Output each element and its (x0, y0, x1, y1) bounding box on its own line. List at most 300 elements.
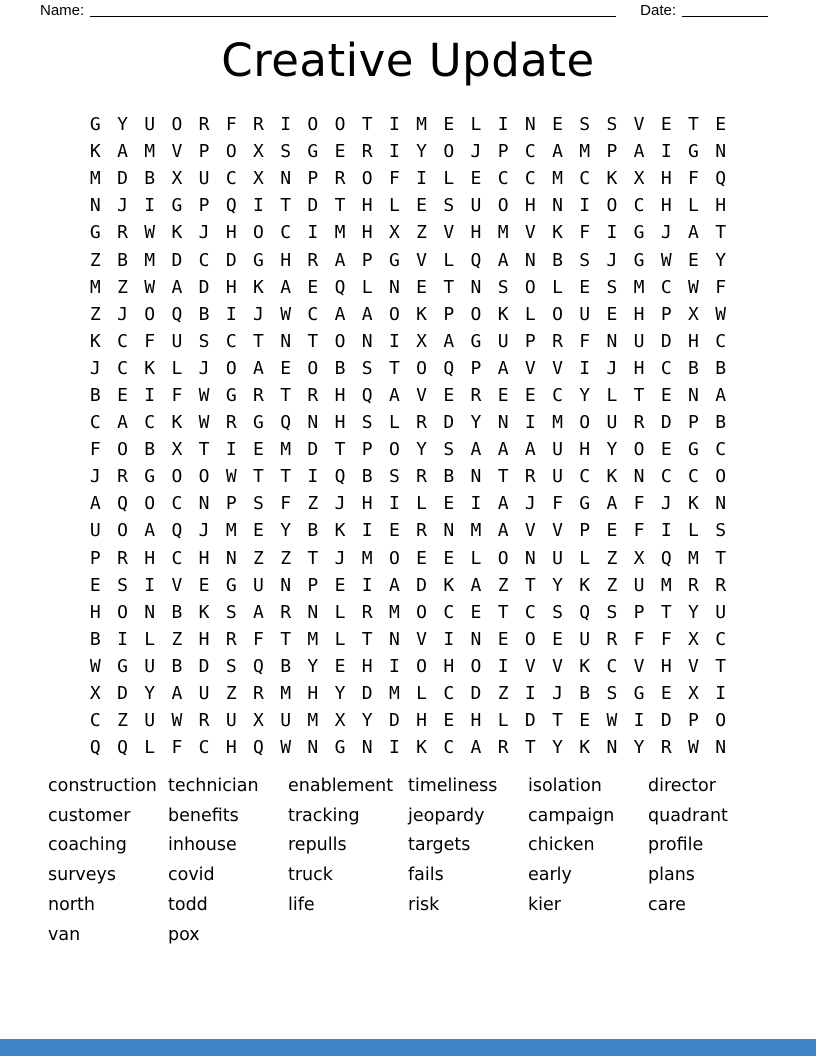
word-item: plans (648, 865, 695, 886)
grid-letter: C (660, 466, 672, 488)
grid-letter: J (606, 357, 618, 379)
grid-letter: P (89, 547, 101, 569)
grid-letter: F (388, 168, 400, 190)
grid-letter: G (633, 683, 645, 705)
grid-letter: X (688, 303, 699, 325)
grid-letter: O (416, 601, 428, 623)
grid-letter: T (280, 628, 292, 650)
grid-letter: O (334, 330, 346, 352)
grid-letter: O (524, 276, 536, 298)
grid-letter: M (388, 601, 400, 623)
grid-letter: V (443, 222, 455, 244)
grid-letter: L (171, 357, 183, 379)
grid-letter: H (198, 547, 210, 569)
grid-letter: E (443, 547, 455, 569)
grid-letter: G (633, 222, 645, 244)
grid-letter: C (524, 601, 536, 623)
grid-letter: A (117, 141, 128, 163)
date-blank-line (682, 2, 768, 17)
grid-letter: K (606, 466, 618, 488)
grid-letter: H (334, 384, 346, 406)
grid-letter: N (524, 547, 536, 569)
grid-letter: U (715, 601, 727, 623)
grid-letter: J (524, 493, 536, 515)
word-item: campaign (528, 805, 615, 826)
grid-letter: Z (307, 493, 319, 515)
grid-letter: N (280, 574, 292, 596)
grid-letter: K (552, 222, 563, 244)
grid-letter: A (715, 384, 727, 406)
grid-letter: N (715, 141, 727, 163)
grid-letter: A (470, 737, 482, 759)
grid-letter: I (307, 466, 319, 488)
grid-letter: R (524, 466, 536, 488)
grid-letter: I (144, 384, 156, 406)
grid-letter: R (361, 601, 373, 623)
grid-letter: U (579, 303, 591, 325)
word-item: coaching (48, 835, 127, 856)
grid-letter: E (715, 114, 727, 136)
grid-letter: J (117, 303, 128, 325)
grid-letter: D (307, 195, 319, 217)
grid-letter: R (334, 168, 346, 190)
grid-letter: S (579, 249, 591, 271)
grid-letter: I (497, 655, 509, 677)
grid-letter: N (715, 737, 727, 759)
grid-letter: E (497, 628, 509, 650)
grid-letter: W (715, 303, 727, 325)
grid-letter: W (171, 710, 183, 732)
grid-letter: M (416, 114, 428, 136)
grid-letter: R (497, 737, 509, 759)
grid-letter: C (660, 276, 672, 298)
grid-letter: K (416, 303, 428, 325)
grid-letter: X (171, 168, 183, 190)
grid-letter: C (225, 168, 237, 190)
grid-letter: I (497, 114, 509, 136)
grid-letter: A (443, 330, 455, 352)
grid-letter: N (307, 412, 319, 434)
grid-letter: S (361, 412, 373, 434)
grid-letter: R (225, 412, 237, 434)
grid-letter: C (198, 737, 210, 759)
grid-letter: W (144, 222, 156, 244)
grid-letter: D (470, 683, 482, 705)
grid-letter: Z (606, 547, 618, 569)
grid-letter: U (552, 547, 563, 569)
grid-letter: D (225, 249, 237, 271)
grid-letter: O (117, 601, 128, 623)
grid-letter: Y (688, 601, 699, 623)
grid-letter: K (144, 357, 156, 379)
grid-letter: R (307, 249, 319, 271)
grid-letter: J (660, 493, 672, 515)
grid-letter: U (253, 574, 264, 596)
grid-letter: T (443, 276, 455, 298)
grid-letter: E (416, 547, 428, 569)
grid-letter: H (307, 683, 319, 705)
grid-letter: O (198, 466, 210, 488)
grid-letter: Z (89, 303, 101, 325)
grid-letter: N (307, 601, 319, 623)
grid-letter: A (497, 357, 509, 379)
grid-letter: O (524, 628, 536, 650)
grid-letter: Q (715, 168, 727, 190)
grid-letter: T (715, 655, 727, 677)
grid-letter: W (606, 710, 618, 732)
grid-letter: P (688, 412, 699, 434)
grid-letter: I (144, 195, 156, 217)
grid-letter: A (497, 520, 509, 542)
grid-letter: M (280, 439, 292, 461)
grid-letter: T (198, 439, 210, 461)
grid-letter: U (144, 710, 156, 732)
grid-letter: J (198, 222, 210, 244)
grid-letter: S (253, 493, 264, 515)
grid-letter: V (552, 357, 563, 379)
grid-letter: T (361, 628, 373, 650)
grid-letter: N (688, 384, 699, 406)
grid-letter: H (633, 357, 645, 379)
grid-letter: C (715, 330, 727, 352)
grid-letter: A (171, 683, 183, 705)
grid-letter: T (497, 466, 509, 488)
grid-letter: F (633, 520, 645, 542)
grid-letter: E (552, 114, 563, 136)
grid-letter: A (144, 520, 156, 542)
grid-letter: W (660, 249, 672, 271)
grid-letter: A (388, 384, 400, 406)
grid-letter: X (688, 683, 699, 705)
grid-letter: L (470, 114, 482, 136)
grid-letter: J (334, 493, 346, 515)
grid-letter: X (633, 547, 645, 569)
word-item: risk (408, 894, 440, 915)
grid-letter: C (443, 683, 455, 705)
grid-letter: J (253, 303, 264, 325)
grid-letter: I (117, 628, 128, 650)
word-item: construction (48, 776, 157, 796)
grid-letter: T (633, 384, 645, 406)
grid-letter: O (144, 303, 156, 325)
word-item: chicken (528, 835, 595, 856)
grid-letter: L (416, 683, 428, 705)
footer-bar (0, 1039, 816, 1056)
grid-letter: K (89, 141, 101, 163)
grid-letter: I (715, 683, 727, 705)
grid-letter: S (280, 141, 292, 163)
grid-letter: L (388, 195, 400, 217)
grid-letter: Q (171, 303, 183, 325)
date-label: Date: (640, 2, 676, 19)
grid-letter: D (443, 412, 455, 434)
grid-letter: G (144, 466, 156, 488)
grid-letter: M (307, 628, 319, 650)
grid-letter: F (633, 493, 645, 515)
grid-letter: K (443, 574, 455, 596)
name-label: Name: (40, 2, 85, 19)
grid-letter: L (579, 547, 591, 569)
grid-letter: V (552, 520, 563, 542)
grid-letter: L (144, 737, 156, 759)
grid-letter: C (443, 601, 455, 623)
grid-letter: D (660, 412, 672, 434)
grid-letter: Z (225, 683, 237, 705)
grid-letter: K (579, 737, 591, 759)
grid-letter: T (280, 466, 292, 488)
grid-letter: S (606, 601, 618, 623)
word-item: enablement (288, 776, 394, 796)
grid-letter: I (361, 520, 373, 542)
grid-letter: C (660, 357, 672, 379)
grid-letter: P (443, 303, 455, 325)
grid-letter: T (280, 195, 292, 217)
grid-letter: A (334, 303, 346, 325)
grid-letter: E (443, 493, 455, 515)
grid-letter: S (606, 114, 618, 136)
grid-letter: N (144, 601, 156, 623)
grid-letter: H (280, 249, 292, 271)
grid-letter: D (416, 574, 428, 596)
word-item: care (648, 894, 686, 915)
grid-letter: X (253, 710, 264, 732)
grid-letter: T (334, 439, 346, 461)
grid-letter: U (497, 330, 509, 352)
word-item: surveys (48, 865, 117, 886)
grid-letter: N (198, 493, 210, 515)
word-item: timeliness (408, 776, 498, 796)
grid-letter: I (633, 710, 645, 732)
grid-letter: Y (552, 574, 563, 596)
grid-letter: G (89, 114, 101, 136)
grid-letter: W (688, 276, 699, 298)
grid-letter: W (280, 737, 292, 759)
grid-letter: T (552, 710, 563, 732)
grid-letter: K (171, 222, 183, 244)
grid-letter: B (198, 303, 210, 325)
grid-letter: C (171, 547, 183, 569)
grid-letter: T (388, 357, 400, 379)
grid-letter: N (470, 276, 482, 298)
grid-letter: O (606, 195, 618, 217)
grid-letter: H (688, 330, 699, 352)
grid-letter: I (470, 493, 482, 515)
grid-letter: N (552, 195, 563, 217)
grid-letter: Y (579, 384, 591, 406)
grid-letter: O (388, 547, 400, 569)
grid-letter: B (688, 357, 699, 379)
grid-letter: X (688, 628, 699, 650)
grid-letter: N (388, 628, 400, 650)
grid-letter: Y (307, 655, 319, 677)
grid-letter: M (633, 276, 645, 298)
grid-letter: S (443, 195, 455, 217)
grid-letter: F (579, 222, 591, 244)
grid-letter: W (280, 303, 292, 325)
grid-letter: R (253, 114, 264, 136)
grid-letter: E (307, 276, 319, 298)
grid-letter: E (416, 195, 428, 217)
grid-letter: T (688, 114, 699, 136)
grid-letter: K (334, 520, 346, 542)
word-item: jeopardy (408, 805, 485, 826)
grid-letter: X (633, 168, 645, 190)
grid-letter: O (334, 114, 346, 136)
puzzle-title: Creative Update (221, 34, 595, 87)
grid-letter: O (579, 412, 591, 434)
word-item: inhouse (168, 835, 237, 856)
grid-letter: T (334, 195, 346, 217)
grid-letter: H (660, 655, 672, 677)
grid-letter: A (552, 141, 563, 163)
grid-letter: V (524, 655, 536, 677)
grid-letter: C (225, 330, 237, 352)
grid-letter: P (198, 141, 210, 163)
grid-letter: N (497, 412, 509, 434)
grid-letter: I (524, 683, 536, 705)
grid-letter: C (497, 168, 509, 190)
grid-letter: N (715, 493, 727, 515)
grid-letter: B (89, 384, 101, 406)
grid-letter: A (89, 493, 101, 515)
grid-letter: C (552, 384, 563, 406)
grid-letter: D (388, 710, 400, 732)
grid-letter: C (307, 303, 319, 325)
grid-letter: R (361, 141, 373, 163)
grid-letter: I (388, 330, 400, 352)
grid-letter: M (89, 168, 101, 190)
grid-letter: M (280, 683, 292, 705)
grid-letter: J (117, 195, 128, 217)
grid-letter: L (443, 168, 455, 190)
grid-letter: V (416, 249, 428, 271)
word-item: north (48, 894, 95, 915)
word-item: quadrant (648, 805, 728, 826)
grid-letter: U (198, 683, 210, 705)
grid-letter: O (470, 655, 482, 677)
grid-letter: M (144, 249, 156, 271)
grid-letter: U (171, 330, 183, 352)
grid-letter: U (89, 520, 101, 542)
grid-letter: D (660, 330, 672, 352)
grid-letter: B (307, 520, 319, 542)
grid-letter: F (89, 439, 101, 461)
grid-letter: O (225, 357, 237, 379)
word-item: customer (48, 805, 131, 826)
grid-letter: L (334, 628, 346, 650)
grid-letter: C (524, 168, 536, 190)
grid-letter: Y (715, 249, 727, 271)
grid-letter: K (416, 737, 428, 759)
grid-letter: Q (334, 276, 346, 298)
grid-letter: R (416, 412, 428, 434)
grid-letter: C (144, 412, 156, 434)
word-item: fails (408, 865, 444, 886)
grid-letter: K (253, 276, 264, 298)
grid-letter: V (524, 222, 536, 244)
grid-letter: P (198, 195, 210, 217)
grid-letter: N (225, 547, 237, 569)
grid-letter: H (361, 493, 373, 515)
grid-letter: U (144, 655, 156, 677)
grid-letter: O (361, 168, 373, 190)
grid-letter: V (416, 384, 428, 406)
grid-letter: V (524, 520, 536, 542)
grid-letter: R (117, 466, 128, 488)
grid-letter: Q (171, 520, 183, 542)
grid-letter: R (633, 412, 645, 434)
grid-letter: J (89, 466, 101, 488)
grid-letter: H (334, 412, 346, 434)
grid-letter: H (524, 195, 536, 217)
grid-letter: K (89, 330, 101, 352)
grid-letter: O (307, 114, 319, 136)
grid-letter: R (416, 520, 428, 542)
grid-letter: D (660, 710, 672, 732)
grid-letter: S (225, 601, 237, 623)
grid-letter: H (470, 222, 482, 244)
grid-letter: V (524, 357, 536, 379)
word-item: isolation (528, 776, 602, 796)
grid-letter: G (633, 249, 645, 271)
grid-letter: I (388, 737, 400, 759)
grid-letter: K (579, 655, 591, 677)
grid-letter: E (552, 628, 563, 650)
grid-letter: Z (280, 547, 292, 569)
grid-letter: E (388, 520, 400, 542)
grid-letter: E (660, 384, 672, 406)
grid-letter: M (361, 547, 373, 569)
grid-letter: Q (89, 737, 101, 759)
grid-letter: A (470, 574, 482, 596)
grid-letter: B (361, 466, 373, 488)
grid-letter: P (579, 520, 591, 542)
grid-letter: G (470, 330, 482, 352)
grid-letter: C (715, 439, 727, 461)
grid-letter: E (688, 249, 699, 271)
grid-letter: N (89, 195, 101, 217)
grid-letter: S (388, 466, 400, 488)
grid-letter: E (334, 141, 346, 163)
grid-letter: A (633, 141, 645, 163)
grid-letter: T (660, 601, 672, 623)
grid-letter: Q (470, 249, 482, 271)
grid-letter: X (89, 683, 101, 705)
grid-letter: I (253, 195, 264, 217)
grid-letter: M (388, 683, 400, 705)
grid-letter: B (144, 439, 156, 461)
grid-letter: E (660, 114, 672, 136)
grid-letter: E (470, 168, 482, 190)
grid-letter: P (497, 141, 509, 163)
grid-letter: D (524, 710, 536, 732)
grid-letter: I (225, 439, 237, 461)
grid-letter: C (443, 737, 455, 759)
grid-letter: N (388, 276, 400, 298)
grid-letter: N (307, 737, 319, 759)
grid-letter: V (552, 655, 563, 677)
grid-letter: A (361, 303, 373, 325)
name-blank-line (90, 2, 616, 17)
grid-letter: B (715, 412, 727, 434)
grid-letter: A (171, 276, 183, 298)
grid-letter: Y (470, 412, 482, 434)
grid-letter: I (388, 655, 400, 677)
grid-letter: F (171, 384, 183, 406)
grid-letter: D (361, 683, 373, 705)
grid-letter: O (388, 303, 400, 325)
grid-letter: N (470, 466, 482, 488)
